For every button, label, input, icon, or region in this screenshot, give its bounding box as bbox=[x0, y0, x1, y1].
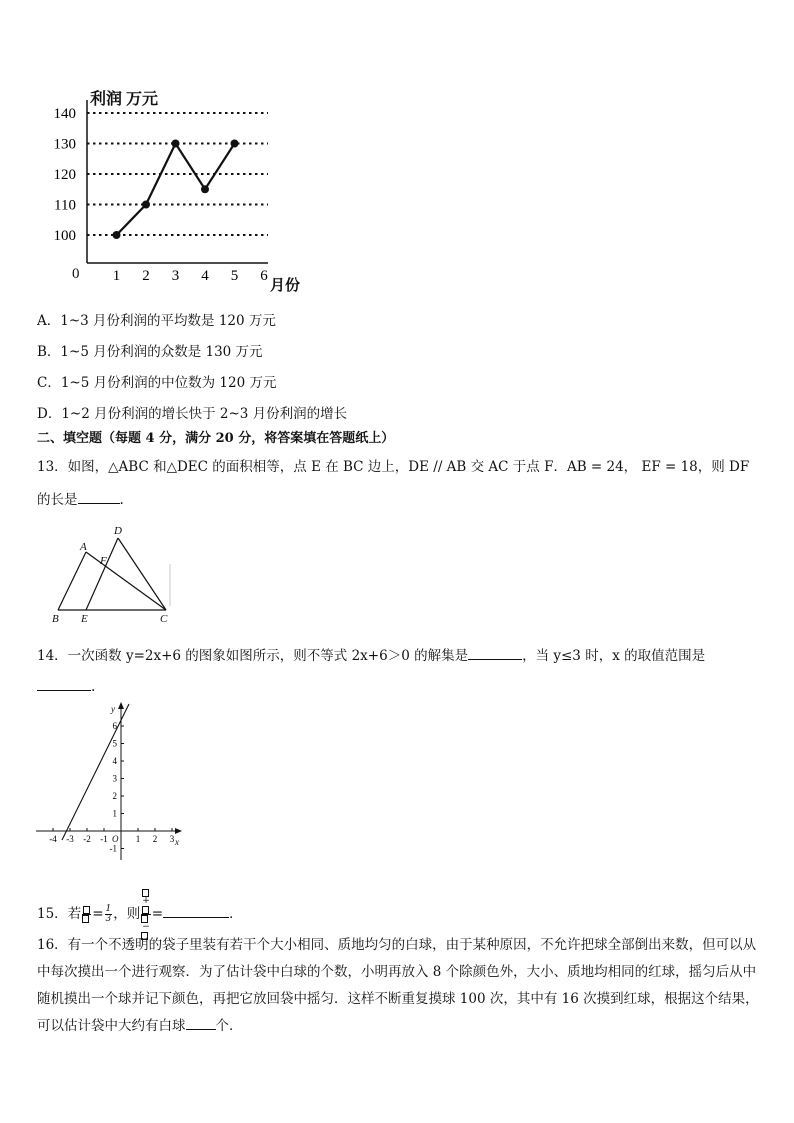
data-point-month-2 bbox=[142, 201, 150, 209]
triangle-figure bbox=[48, 522, 176, 626]
q15-answer-blank[interactable] bbox=[163, 903, 229, 918]
x-tick-3: 3 bbox=[171, 268, 180, 284]
q16-answer-blank[interactable] bbox=[186, 1015, 216, 1030]
option-b: B．1~5 月份利润的众数是 130 万元 bbox=[37, 344, 263, 360]
x-tick-labels bbox=[113, 268, 269, 284]
q13-prompt: 的长是 bbox=[37, 492, 78, 508]
y-tick-label--1: -1 bbox=[109, 843, 117, 854]
graph-x-arrow bbox=[175, 828, 182, 834]
origin-label: 0 bbox=[72, 266, 80, 282]
y-tick-label-1: 1 bbox=[112, 808, 117, 819]
chart-gridlines bbox=[87, 113, 268, 235]
data-point-month-1 bbox=[113, 231, 121, 239]
q14-prompt-2: ，当 y≤3 时，x 的取值范围是 bbox=[522, 648, 706, 664]
q13-end: . bbox=[119, 492, 124, 508]
x-tick-5: 5 bbox=[230, 268, 239, 284]
x-tick-4: 4 bbox=[201, 268, 209, 284]
section-heading: 二、填空题（每题 4 分，满分 20 分，将答案填在答题纸上） bbox=[37, 431, 395, 446]
linear-function-graph bbox=[36, 700, 186, 862]
q14-answer-blank-2[interactable] bbox=[37, 676, 91, 691]
data-point-month-4 bbox=[201, 185, 209, 193]
y-tick-110: 110 bbox=[54, 197, 76, 214]
q13-text-line2 bbox=[37, 489, 124, 509]
graph-y-label: y bbox=[111, 704, 115, 714]
q14-end: . bbox=[91, 679, 96, 695]
label-e: E bbox=[81, 613, 88, 625]
q14-text-line2 bbox=[37, 676, 95, 696]
x-tick-label-1: 1 bbox=[135, 834, 141, 844]
y-tick-label-2: 2 bbox=[112, 791, 117, 801]
graph-x-label: x bbox=[175, 837, 179, 847]
q13-text-line1: 13．如图，△ABC 和△DEC 的面积相等，点 E 在 BC 边上，DE // AB 交 AC 于点 F．AB = 24， EF = 18，则 DF bbox=[37, 459, 750, 475]
data-point-month-5 bbox=[231, 140, 239, 148]
q14-text-line1 bbox=[37, 645, 705, 665]
y-axis-title: 利润 万元 bbox=[90, 91, 159, 108]
label-f: F bbox=[100, 555, 107, 567]
y-tick-130: 130 bbox=[53, 136, 76, 153]
label-a: A bbox=[80, 541, 87, 553]
option-c: C．1~5 月份利润的中位数为 120 万元 bbox=[37, 375, 277, 391]
option-a: A．1~3 月份利润的平均数是 120 万元 bbox=[37, 313, 276, 329]
q13-answer-blank[interactable] bbox=[78, 489, 120, 504]
q15-eq2: = bbox=[151, 906, 164, 922]
q14-prompt-1: 14．一次函数 y=2x+6 的图象如图所示，则不等式 2x+6＞0 的解集是 bbox=[37, 648, 469, 664]
q16-text bbox=[37, 932, 759, 1040]
y-tick-labels bbox=[54, 106, 77, 244]
y-tick-label-5: 5 bbox=[112, 738, 117, 749]
x-tick-label--1: -1 bbox=[100, 834, 108, 844]
graph-origin: O bbox=[112, 834, 119, 844]
profit-line-chart bbox=[40, 78, 320, 300]
y-tick-120: 120 bbox=[53, 167, 76, 183]
profit-series-points bbox=[113, 140, 239, 240]
x-tick-label--2: -2 bbox=[83, 834, 91, 844]
q15-prefix: 15．若 bbox=[37, 906, 82, 922]
q15-eq: = bbox=[92, 906, 104, 922]
q16-end: 个． bbox=[215, 1018, 243, 1034]
q15-end: ． bbox=[229, 906, 243, 922]
y-tick-label-4: 4 bbox=[112, 756, 117, 766]
x-tick-label-2: 2 bbox=[152, 834, 158, 844]
x-tick-2: 2 bbox=[142, 268, 150, 284]
q14-answer-blank-1[interactable] bbox=[468, 645, 522, 660]
label-c: C bbox=[160, 613, 168, 625]
x-tick-6: 6 bbox=[260, 268, 268, 284]
y-tick-label-3: 3 bbox=[112, 773, 117, 784]
function-line bbox=[62, 704, 129, 840]
x-tick-label--4: -4 bbox=[49, 834, 57, 844]
q15-fraction-given: $\frac{1}{3}$ bbox=[105, 904, 112, 924]
q15-fraction-1 bbox=[82, 906, 91, 923]
y-tick-label-6: 6 bbox=[112, 721, 117, 731]
y-tick-100: 100 bbox=[53, 228, 76, 244]
x-tick-label-3: 3 bbox=[169, 834, 175, 844]
graph-y-arrow bbox=[118, 702, 124, 709]
q15-fraction-2: $\frac{+}{-}$ bbox=[141, 889, 151, 940]
data-point-month-3 bbox=[172, 140, 180, 148]
x-axis-title: 月份 bbox=[270, 278, 301, 294]
x-tick-1: 1 bbox=[112, 268, 121, 284]
x-tick-label--3: -3 bbox=[66, 834, 74, 844]
label-b: B bbox=[52, 613, 59, 625]
q15-mid: ，则 bbox=[113, 906, 141, 922]
profit-series-line bbox=[117, 144, 235, 236]
label-d: D bbox=[114, 525, 122, 537]
y-tick-140: 140 bbox=[53, 106, 76, 122]
q16-body: 16．有一个不透明的袋子里装有若干个大小相同、质地均匀的白球，由于某种原因，不允许把球全部倒出来数，但可以从中每次摸出一个进行观察．为了估计袋中白球的个数，小明再放入 8 个除颜色外，大小、质地均相同的红球，摇匀后从中随机摸出一个球并记下颜色，再把它放回袋中摇匀．这样不断重复摸球 100 次，其中有 16 次摸到红球，根据这个结果，可以估计袋中大约有白球 bbox=[37, 937, 759, 1034]
option-d: D．1~2 月份利润的增长快于 2~3 月份利润的增长 bbox=[37, 406, 348, 422]
